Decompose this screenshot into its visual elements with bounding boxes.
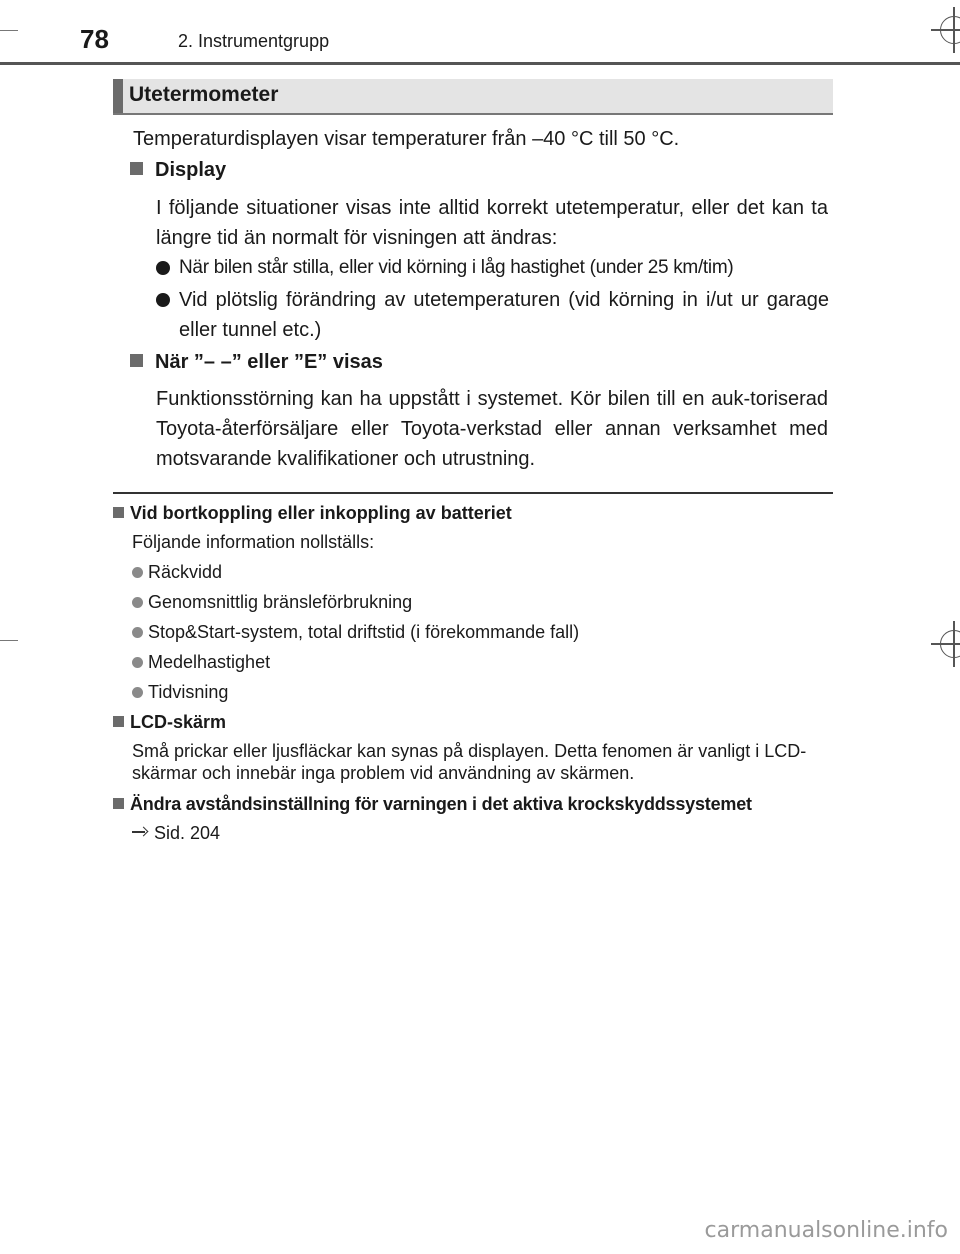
list-item: Stop&Start-system, total driftstid (i förekommande fall): [132, 621, 579, 643]
page-number: 78: [80, 24, 109, 54]
list-item: Tidvisning: [132, 681, 228, 703]
bullet-dot-icon: [156, 261, 170, 275]
lcd-text: Små prickar eller ljusfläckar kan synas på displayen. Detta fenomen är vanligt i LCD-skärmar och innebär inga problem vid användning av skärmen.: [132, 741, 807, 783]
bullet-dot-icon: [132, 627, 143, 638]
bullet-dot-icon: [132, 687, 143, 698]
crop-mark: [0, 30, 18, 31]
section-header: [113, 79, 833, 115]
arrow-right-icon: [132, 827, 148, 837]
section-intro: Temperaturdisplayen visar temperaturer från –40 °C till 50 °C.: [133, 128, 680, 150]
list-item: Räckvidd: [132, 561, 222, 583]
registration-mark-icon: [940, 16, 960, 44]
square-bullet-icon: [113, 716, 124, 727]
battery-intro: Följande information nollställs:: [132, 532, 375, 552]
chapter-title: 2. Instrumentgrupp: [178, 31, 330, 51]
section-accent: [113, 79, 123, 113]
page-reference-link[interactable]: Sid. 204: [154, 823, 221, 843]
bullet-dot-icon: [132, 567, 143, 578]
display-heading: Display: [130, 159, 226, 182]
square-bullet-icon: [130, 162, 143, 175]
registration-mark-icon: [940, 630, 960, 658]
error-heading: När ”– –” eller ”E” visas: [130, 351, 383, 374]
watermark: carmanualsonline.info: [704, 1218, 948, 1243]
battery-heading: Vid bortkoppling eller inkoppling av batteriet: [113, 503, 512, 524]
square-bullet-icon: [113, 507, 124, 518]
list-item: Medelhastighet: [132, 651, 270, 673]
notes-divider: [113, 492, 833, 494]
bullet-dot-icon: [132, 657, 143, 668]
bullet-text: När bilen står stilla, eller vid körning i låg hastighet (under 25 km/tim): [179, 257, 734, 278]
lcd-heading: LCD-skärm: [113, 712, 226, 733]
display-bullet: [155, 254, 829, 282]
page-reference: [132, 822, 220, 844]
bullet-text: Vid plötslig förändring av utetemperaturen (vid körning in i/ut ur garage eller tunnel etc.): [179, 289, 829, 341]
header-divider: [0, 62, 960, 65]
distance-heading: Ändra avståndsinställning för varningen i det aktiva krockskyddssystemet: [113, 794, 752, 815]
bullet-dot-icon: [156, 293, 170, 307]
list-item: Genomsnittlig bränsleförbrukning: [132, 591, 412, 613]
display-text: I följande situationer visas inte alltid korrekt utetemperatur, eller det kan ta längre tid än normalt för visningen att ändras:: [156, 197, 828, 249]
bullet-dot-icon: [132, 597, 143, 608]
display-bullet: [155, 285, 829, 345]
crop-mark: [0, 640, 18, 641]
section-title: Utetermometer: [129, 83, 279, 106]
error-text: Funktionsstörning kan ha uppstått i systemet. Kör bilen till en auk-toriserad Toyota-återförsäljare eller Toyota-verkstad eller annan verksamhet med motsvarande kvalifikationer och utrustning.: [156, 388, 828, 470]
square-bullet-icon: [113, 798, 124, 809]
square-bullet-icon: [130, 354, 143, 367]
